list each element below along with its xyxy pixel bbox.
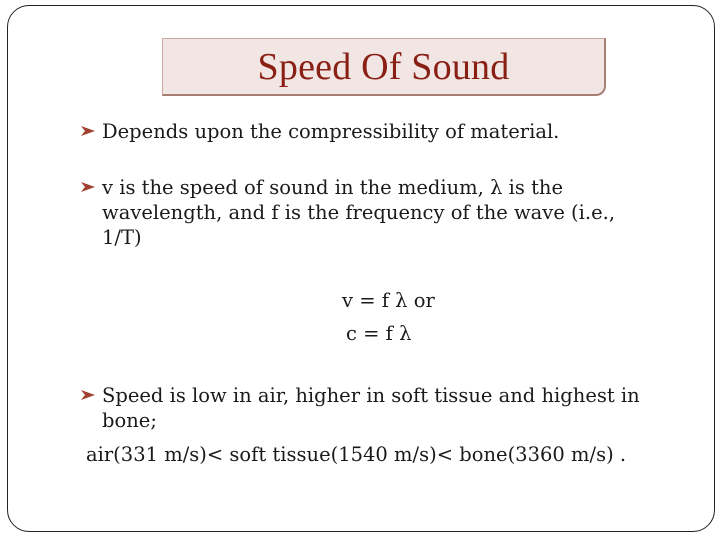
title-box: [162, 38, 606, 96]
speed-comparison-line: air(331 m/s)< soft tissue(1540 m/s)< bone(3360 m/s) .: [86, 443, 627, 466]
bullet-arrow-icon: [80, 180, 96, 194]
bullet-text-line-1: Speed is low in air, higher in soft tissue and highest in: [102, 384, 640, 407]
equation-2: c = f λ: [346, 322, 412, 345]
bullet-arrow-icon: [80, 388, 96, 402]
bullet-arrow-icon: [80, 124, 96, 138]
bullet-text-line-1: v is the speed of sound in the medium, λ is the: [102, 176, 564, 199]
bullet-definitions: [102, 175, 615, 250]
bullet-text: Depends upon the compressibility of material.: [102, 120, 560, 143]
bullet-compressibility: [102, 119, 559, 144]
slide-title: Speed Of Sound: [257, 45, 510, 88]
bullet-text-line-2: wavelength, and f is the frequency of the wave (i.e.,: [102, 201, 616, 224]
bullet-speed-comparison: [102, 383, 640, 433]
equation-1: v = f λ or: [342, 289, 435, 312]
bullet-text-line-3: 1/T): [102, 226, 142, 249]
bullet-text-line-2: bone;: [102, 409, 157, 432]
